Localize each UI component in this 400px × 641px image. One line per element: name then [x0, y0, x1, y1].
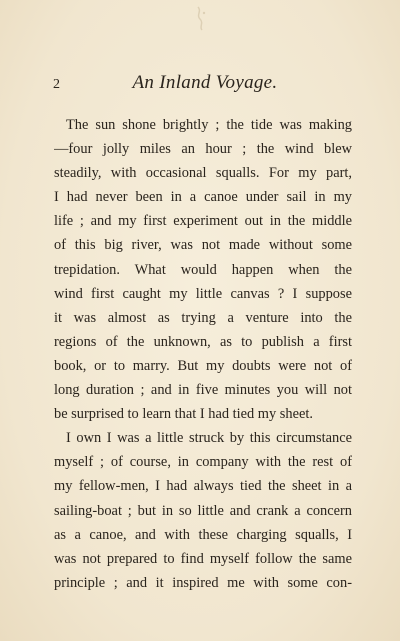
text-line: long duration ; and in five minutes you will not [54, 382, 352, 399]
text-line: myself ; of course, in company with the rest of [54, 454, 352, 471]
text-line: as a canoe, and with these charging squalls, I [54, 526, 352, 543]
text-line: The sun shone brightly ; the tide was making [66, 117, 352, 133]
body-text [54, 113, 352, 595]
text-line: be surprised to learn that I had tied my sheet. [54, 406, 313, 423]
text-line: trepidation. What would happen when the [54, 261, 352, 278]
text-line: I had never been in a canoe under sail in my [54, 189, 352, 206]
text-line: I own I was a little struck by this circumstance [66, 430, 352, 447]
ink-smudge [190, 5, 212, 31]
text-line: it was almost as trying a venture into the [54, 309, 352, 326]
text-line: was not prepared to find myself follow the same [54, 550, 352, 567]
text-line: life ; and my first experiment out in the middle [54, 213, 352, 230]
page-number: 2 [53, 77, 60, 92]
text-line: sailing-boat ; but in so little and crank a concern [54, 502, 352, 519]
text-line: wind first caught my little canvas ? I suppose [54, 285, 352, 302]
text-line: steadily, with occasional squalls. For my part, [54, 165, 352, 182]
text-line: book, or to marry. But my doubts were not of [54, 357, 352, 374]
text-line: regions of the unknown, as to publish a first [54, 333, 352, 350]
text-line: principle ; and it inspired me with some con- [54, 574, 352, 591]
running-head: An Inland Voyage. [132, 72, 278, 93]
text-line: my fellow-men, I had always tied the sheet in a [54, 478, 352, 495]
text-line: of this big river, was not made without some [54, 237, 352, 254]
text-line: —four jolly miles an hour ; the wind blew [54, 141, 352, 158]
